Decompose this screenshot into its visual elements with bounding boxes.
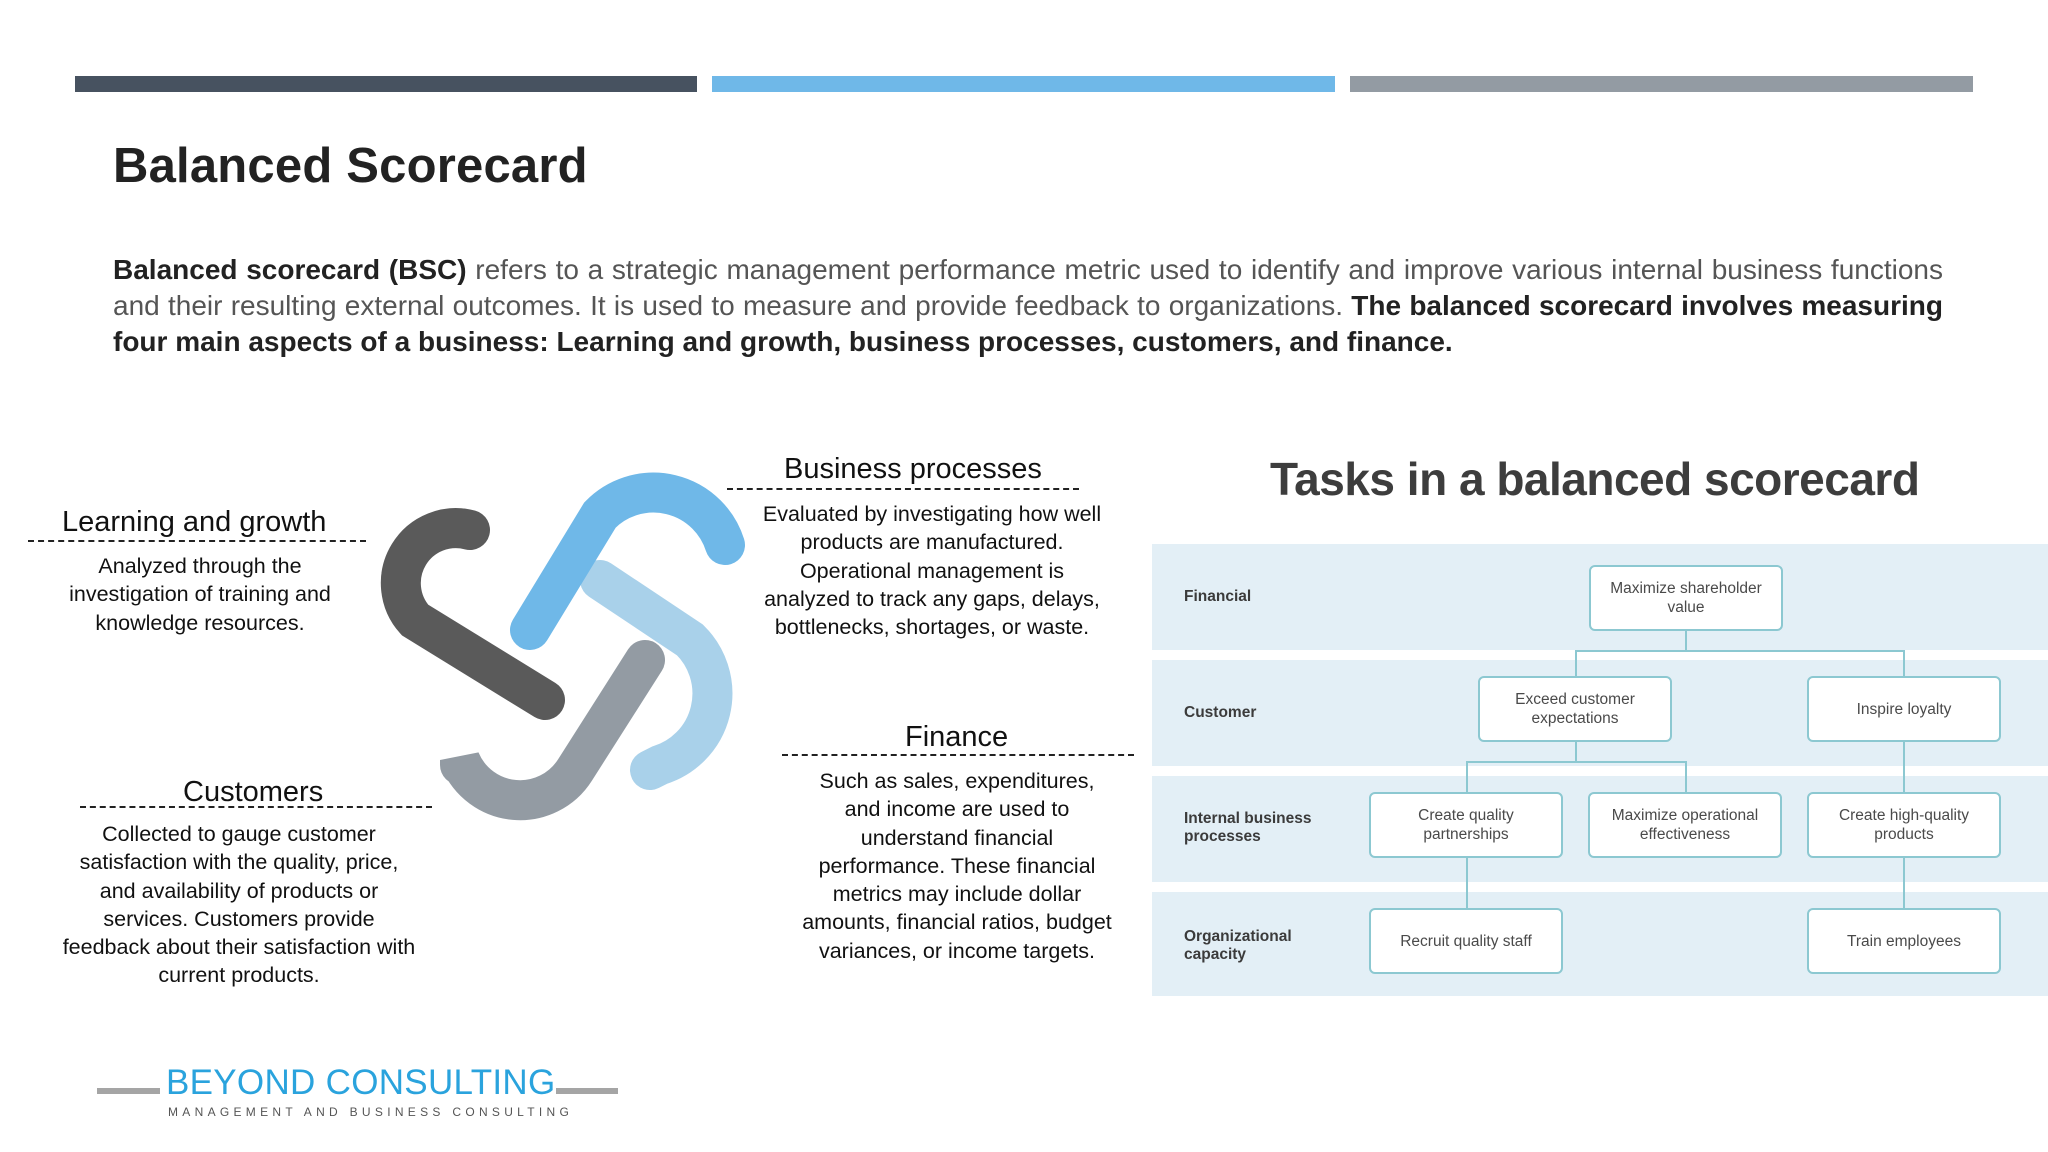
connector — [1466, 761, 1468, 792]
connector — [1903, 742, 1905, 792]
row-label-organizational: Organizational capacity — [1184, 928, 1292, 963]
node-recruit-quality-staff: Recruit quality staff — [1369, 908, 1563, 974]
connector — [1466, 761, 1686, 763]
interlocking-links-icon — [360, 430, 810, 850]
connector — [1466, 858, 1468, 908]
learning-text: Analyzed through the investigation of training and knowledge resources. — [69, 554, 331, 635]
tasks-diagram — [1152, 544, 2048, 996]
connector — [1685, 631, 1687, 651]
connector — [1903, 858, 1905, 908]
finance-divider — [782, 754, 1134, 756]
customers-title: Customers — [183, 776, 324, 808]
finance-text: Such as sales, expenditures, and income are used to understand financial performance. These financial metrics may include dollar amounts, financial ratios, budget variances, or income targets. — [802, 769, 1112, 963]
connector — [1903, 650, 1905, 676]
finance-title: Finance — [905, 721, 1009, 753]
node-exceed-customer-expectations: Exceed customer expectations — [1478, 676, 1672, 742]
intro-tail: The balanced scorecard involves measuring four main aspects of a business: Learning and growth, business processes, customers, and finance. — [113, 290, 1943, 357]
header-bar-blue — [712, 76, 1335, 92]
intro-paragraph — [113, 252, 1943, 360]
learning-divider — [28, 540, 366, 542]
node-create-high-quality-products: Create high-quality products — [1807, 792, 2001, 858]
connector — [1575, 650, 1577, 676]
brand-line-right — [556, 1088, 618, 1094]
learning-title: Learning and growth — [62, 506, 327, 538]
row-label-financial: Financial — [1184, 588, 1252, 605]
node-create-quality-partnerships: Create quality partnerships — [1369, 792, 1563, 858]
business-title: Business processes — [784, 453, 1042, 485]
intro-body: refers to a strategic management performance metric used to identify and improve various internal business functions and their resulting external outcomes. It is used to measure and provide feedback to organizations. — [113, 254, 1943, 321]
node-inspire-loyalty: Inspire loyalty — [1807, 676, 2001, 742]
tasks-title: Tasks in a balanced scorecard — [1270, 453, 1920, 505]
node-maximize-operational-effectiveness: Maximize operational effectiveness — [1588, 792, 1782, 858]
row-label-internal: Internal business processes — [1184, 810, 1312, 845]
node-train-employees: Train employees — [1807, 908, 2001, 974]
customers-text: Collected to gauge customer satisfaction with the quality, price, and availability of products or services. Customers provide feedback about their satisfaction with current products. — [62, 822, 416, 988]
row-label-customer: Customer — [1184, 704, 1257, 721]
brand-tagline: MANAGEMENT AND BUSINESS CONSULTING — [168, 1105, 574, 1119]
header-bar-gray — [1350, 76, 1973, 92]
brand-line-left — [97, 1088, 160, 1094]
connector — [1575, 650, 1904, 652]
connector — [1685, 761, 1687, 792]
header-bar-dark — [75, 76, 697, 92]
brand-name: BEYOND CONSULTING — [166, 1063, 556, 1102]
slide-title: Balanced Scorecard — [113, 139, 588, 193]
business-text: Evaluated by investigating how well products are manufactured. Operational management is analyzed to track any gaps, delays, bottlenecks, shortages, or waste. — [762, 502, 1102, 640]
intro-lead: Balanced scorecard (BSC) — [113, 254, 467, 285]
node-maximize-shareholder-value: Maximize shareholder value — [1589, 565, 1783, 631]
connector — [1575, 742, 1577, 762]
